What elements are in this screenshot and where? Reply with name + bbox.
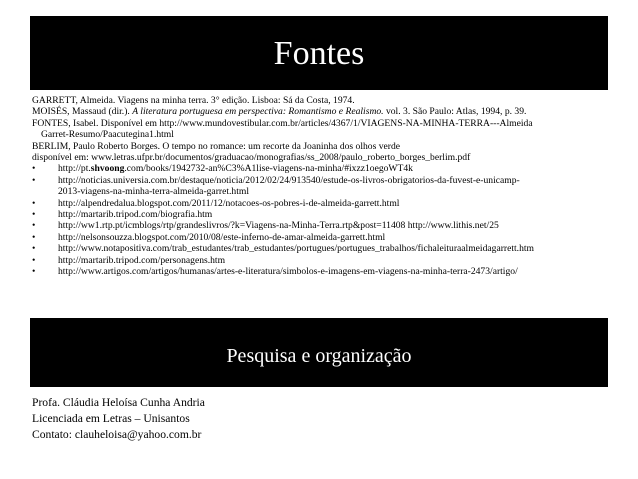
link-url[interactable]: http://ww1.rtp.pt/icmblogs/rtp/grandeslivros/?k=Viagens-na-Minha-Terra.rtp&post=11408 http://www.lithis.net/25	[58, 220, 499, 232]
bullet-icon: •	[32, 209, 36, 221]
bullet-icon: •	[32, 163, 36, 175]
link-url[interactable]: http://noticias.universia.com.br/destaque/noticia/2012/02/24/913540/estude-os-livros-obrigatorios-da-fuvest-e-unicamp-	[58, 174, 520, 186]
bullet-icon: •	[32, 254, 36, 266]
link-url[interactable]: http://nelsonsouzza.blogspot.com/2010/08/este-inferno-de-amar-almeida-garrett.html	[58, 231, 386, 243]
slide-title: Fontes	[273, 35, 365, 72]
link-list	[32, 163, 608, 277]
reference-moises-author: MOISÉS, Massaud (dir.).	[32, 106, 133, 118]
reference-moises-title: A literatura portuguesa em perspectiva: Romantismo e Realismo.	[132, 106, 384, 118]
list-item	[32, 266, 608, 277]
bullet-icon: •	[32, 231, 36, 243]
bullet-icon: •	[32, 220, 36, 232]
link-url-rest[interactable]: .com/books/1942732-an%C3%A1lise-viagens-na-minha/#ixzz1oegoWT4k	[124, 163, 413, 175]
list-item	[32, 175, 608, 198]
credits-section	[32, 395, 205, 443]
link-url[interactable]: http://www.artigos.com/artigos/humanas/artes-e-literatura/simbolos-e-imagens-em-viagens-na-minha-terra-2473/artigo/	[58, 266, 518, 278]
list-item	[32, 232, 608, 243]
link-url-continued[interactable]: 2013-viagens-na-minha-terra-almeida-garret.html	[58, 186, 249, 198]
reference-berlim-line2: disponível em: www.letras.ufpr.br/documentos/graduacao/monografias/ss_2008/paulo_roberto_borges_berlim.pdf	[32, 152, 471, 164]
link-url[interactable]: http://alpendredalua.blogspot.com/2011/12/notacoes-os-pobres-i-de-almeida-garrett.html	[58, 197, 400, 209]
reference-fontes-line2: Garret-Resumo/Paacutegina1.html	[41, 129, 174, 141]
list-item	[32, 220, 608, 231]
link-url-bold[interactable]: shvoong	[90, 163, 125, 175]
list-item	[32, 198, 608, 209]
list-item	[32, 255, 608, 266]
reference-moises	[32, 106, 608, 117]
subtitle-bar	[30, 318, 608, 387]
link-url[interactable]: http://martarib.tripod.com/personagens.htm	[58, 254, 226, 266]
list-item	[32, 243, 608, 254]
reference-fontes	[32, 118, 608, 141]
reference-moises-details: vol. 3. São Paulo: Atlas, 1994, p. 39.	[383, 106, 527, 118]
bullet-icon: •	[32, 243, 36, 255]
reference-berlim-line1: BERLIM, Paulo Roberto Borges. O tempo no romance: um recorte da Joaninha dos olhos verde	[32, 140, 401, 152]
references-section	[32, 95, 608, 278]
reference-garrett: GARRETT, Almeida. Viagens na minha terra. 3° edição. Lisboa: Sá da Costa, 1974.	[32, 95, 355, 106]
bullet-icon: •	[32, 197, 36, 209]
link-url[interactable]: http://pt.	[58, 163, 91, 175]
reference-berlim	[32, 141, 608, 164]
bullet-icon: •	[32, 174, 36, 186]
section-subtitle: Pesquisa e organização	[226, 345, 412, 367]
author-degree: Licenciada em Letras – Unisantos	[32, 412, 190, 425]
reference-fontes-line1: FONTES, Isabel. Disponível em http://www.mundovestibular.com.br/articles/4367/1/VIAGENS-NA-MINHA-TERRA---Almeida	[32, 117, 533, 129]
author-contact: Contato: clauheloisa@yahoo.com.br	[32, 428, 202, 441]
list-item	[32, 163, 608, 174]
author-name: Profa. Cláudia Heloísa Cunha Andria	[32, 396, 205, 409]
bullet-icon: •	[32, 266, 36, 278]
link-url[interactable]: http://martarib.tripod.com/biografia.htm	[58, 209, 213, 221]
list-item	[32, 209, 608, 220]
title-bar	[30, 16, 608, 90]
link-url[interactable]: http://www.notapositiva.com/trab_estudantes/trab_estudantes/portugues/portugues_trabalhos/fichaleituraalmeidagarrett.htm	[58, 243, 535, 255]
